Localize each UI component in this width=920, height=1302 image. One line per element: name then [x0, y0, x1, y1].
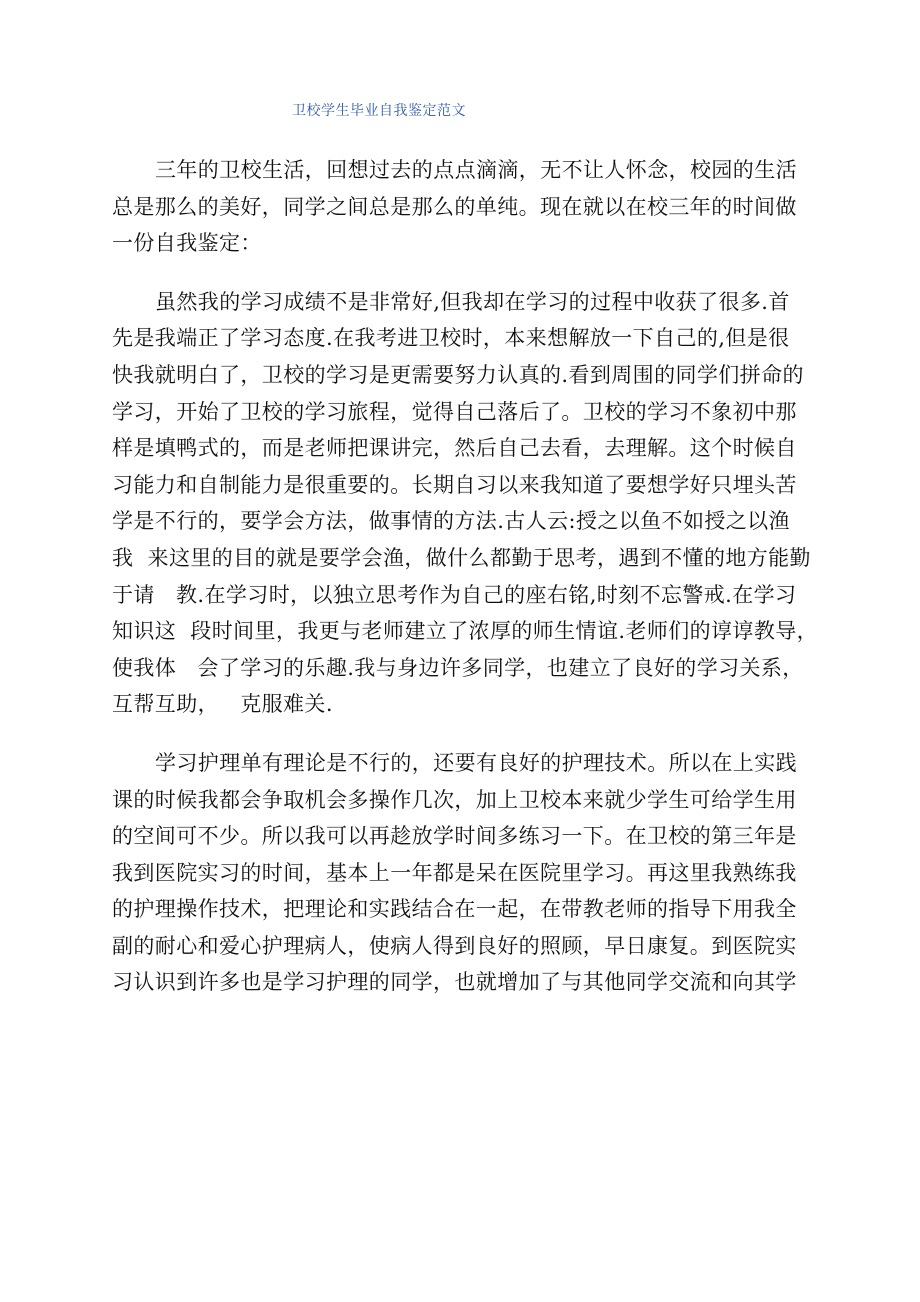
paragraph-line: 快我就明白了，卫校的学习是更需要努力认真的.看到周围的同学们拼命的: [112, 362, 804, 387]
paragraph-2: [112, 284, 819, 723]
paragraph-3: [112, 745, 810, 1001]
paragraph-line: 副的耐心和爱心护理病人，使病人得到良好的照顾，早日康复。到医院实: [112, 933, 797, 958]
paragraph-line: 学习护理单有理论是不行的，还要有良好的护理技术。所以在上实践: [155, 750, 797, 775]
document-title: 卫校学生毕业自我鉴定范文: [292, 103, 466, 119]
paragraph-line: 我 来这里的目的就是要学会渔，做什么都勤于思考，遇到不懂的地方能勤: [112, 545, 811, 570]
paragraph-line: 课的时候我都会争取机会多操作几次，加上卫校本来就少学生可给学生用: [112, 787, 797, 812]
paragraph-1: [112, 152, 810, 262]
paragraph-line: 总是那么的美好，同学之间总是那么的单纯。现在就以在校三年的时间做: [112, 194, 797, 219]
paragraph-line: 先是我端正了学习态度.在我考进卫校时，本来想解放一下自己的,但是很: [112, 326, 790, 351]
paragraph-line: 互帮互助， 克服难关.: [112, 692, 333, 717]
paragraph-line: 习能力和自制能力是很重要的。长期自习以来我知道了要想学好只埋头苦: [112, 472, 797, 497]
paragraph-line: 学是不行的，要学会方法，做事情的方法.古人云:授之以鱼不如授之以渔: [112, 509, 790, 534]
paragraph-line: 我到医院实习的时间，基本上一年都是呆在医院里学习。再这里我熟练我: [112, 860, 797, 885]
paragraph-line: 知识这 段时间里，我更与老师建立了浓厚的师生情谊.老师们的谆谆教导，: [112, 619, 819, 644]
paragraph-line: 使我体 会了学习的乐趣.我与身边许多同学，也建立了良好的学习关系，: [112, 655, 804, 680]
document-body: [112, 152, 819, 1001]
paragraph-line: 虽然我的学习成绩不是非常好,但我却在学习的过程中收获了很多.首: [155, 289, 790, 314]
paragraph-line: 习认识到许多也是学习护理的同学，也就增加了与其他同学交流和向其学: [112, 970, 797, 995]
paragraph-line: 学习，开始了卫校的学习旅程，觉得自己落后了。卫校的学习不象初中那: [112, 399, 797, 424]
paragraph-line: 于请 教.在学习时，以独立思考作为自己的座右铭,时刻不忘警戒.在学习: [112, 582, 797, 607]
paragraph-line: 的护理操作技术，把理论和实践结合在一起，在带教老师的指导下用我全: [112, 897, 797, 922]
paragraph-line: 三年的卫校生活，回想过去的点点滴滴，无不让人怀念，校园的生活: [155, 158, 797, 182]
paragraph-line: 的空间可不少。所以我可以再趁放学时间多练习一下。在卫校的第三年是: [112, 824, 797, 849]
paragraph-line: 样是填鸭式的，而是老师把课讲完，然后自己去看，去理解。这个时候自: [112, 436, 797, 461]
paragraph-line: 一份自我鉴定：: [112, 231, 262, 256]
